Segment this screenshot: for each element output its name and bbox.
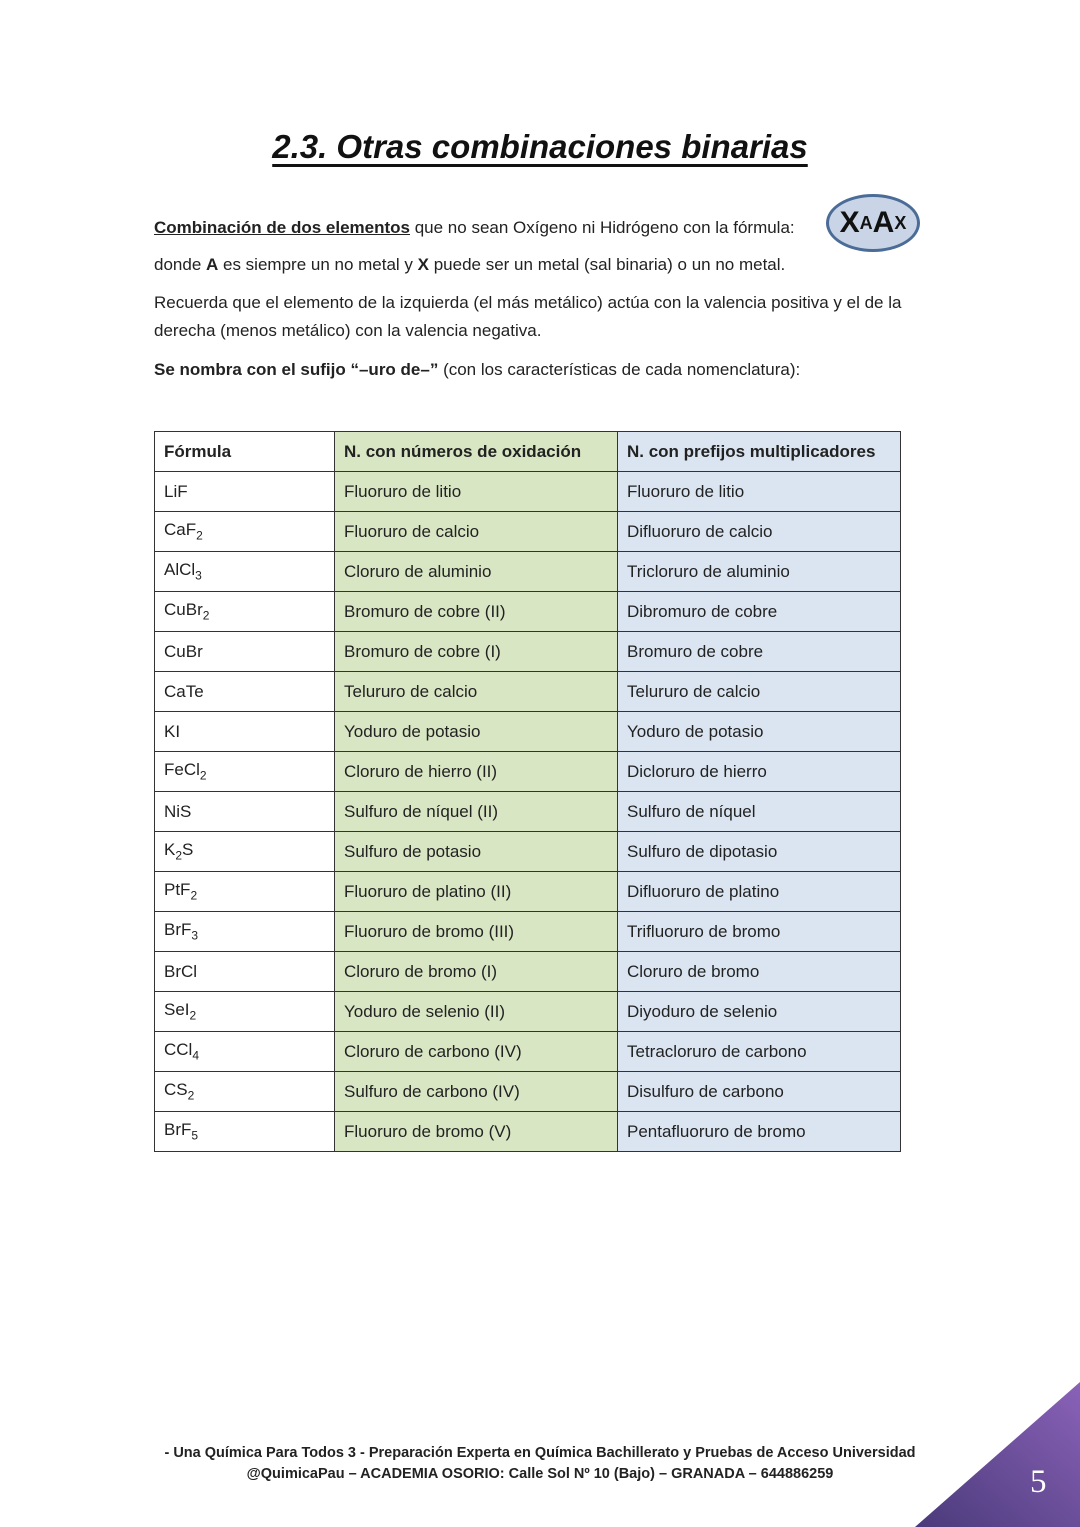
cell-formula <box>155 792 335 832</box>
cell-prefix-name: Bromuro de cobre <box>618 632 901 672</box>
formula-main: PtF <box>164 880 191 900</box>
cell-prefix-name: Cloruro de bromo <box>618 952 901 992</box>
cell-oxidation-name: Fluoruro de litio <box>335 472 618 512</box>
intro-line-1 <box>154 214 844 242</box>
cell-formula <box>155 1032 335 1072</box>
cell-oxidation-name: Cloruro de aluminio <box>335 552 618 592</box>
page-number: 5 <box>1030 1464 1047 1500</box>
cell-formula <box>155 992 335 1032</box>
formula-main: CCl <box>164 1040 193 1060</box>
header-prefix: N. con prefijos multiplicadores <box>618 432 901 472</box>
formula-main: AlCl <box>164 560 196 580</box>
header-oxidation: N. con números de oxidación <box>335 432 618 472</box>
intro-line-3: Recuerda que el elemento de la izquierda (el más metálico) actúa con la valencia positiva y el de la derecha (menos metálico) con la valencia negativa. <box>154 293 902 340</box>
table-row <box>155 512 901 552</box>
formula-tail: S <box>182 840 194 860</box>
formula-main: CuBr <box>164 641 203 661</box>
cell-oxidation-name: Telururo de calcio <box>335 672 618 712</box>
table-row <box>155 1032 901 1072</box>
table-row <box>155 472 901 512</box>
formula-main: SeI <box>164 1000 190 1020</box>
intro-line-4 <box>154 356 914 384</box>
intro-line2-X: X <box>417 255 429 274</box>
intro-line2-A: A <box>206 255 219 274</box>
page-title: 2.3. Otras combinaciones binarias <box>272 128 808 165</box>
header-formula: Fórmula <box>155 432 335 472</box>
intro-line2-c: puede ser un metal (sal binaria) o un no metal. <box>429 255 786 274</box>
cell-oxidation-name: Sulfuro de potasio <box>335 832 618 872</box>
cell-formula <box>155 472 335 512</box>
cell-formula <box>155 632 335 672</box>
formula-main: CuBr <box>164 600 203 620</box>
cell-prefix-name: Disulfuro de carbono <box>618 1072 901 1112</box>
table-row <box>155 752 901 792</box>
cell-prefix-name: Pentafluoruro de bromo <box>618 1112 901 1152</box>
cell-oxidation-name: Yoduro de potasio <box>335 712 618 752</box>
formula-subscript: 2 <box>199 768 207 783</box>
table-row <box>155 1072 901 1112</box>
cell-prefix-name: Fluoruro de litio <box>618 472 901 512</box>
intro-line2-b: es siempre un no metal y <box>218 255 418 274</box>
formula-main: BrF <box>164 920 192 940</box>
corner-decoration <box>915 1382 1080 1527</box>
cell-formula <box>155 1072 335 1112</box>
formula-badge <box>826 194 920 252</box>
formula-main: K <box>164 840 176 860</box>
table-row <box>155 672 901 712</box>
formula-a: A <box>872 206 895 239</box>
formula-main: KI <box>164 721 181 741</box>
footer-line-2: @QuimicaPau – ACADEMIA OSORIO: Calle Sol Nº 10 (Bajo) – GRANADA – 644886259 <box>246 1466 834 1482</box>
intro-lead-bold: Combinación de dos elementos <box>154 218 410 237</box>
cell-formula <box>155 552 335 592</box>
cell-prefix-name: Sulfuro de níquel <box>618 792 901 832</box>
table-row <box>155 592 901 632</box>
formula-sub-a: A <box>859 212 873 233</box>
formula-main: NiS <box>164 801 192 821</box>
formula-main: CaTe <box>164 681 204 701</box>
cell-formula <box>155 952 335 992</box>
cell-oxidation-name: Fluoruro de bromo (V) <box>335 1112 618 1152</box>
cell-oxidation-name: Fluoruro de platino (II) <box>335 872 618 912</box>
cell-prefix-name: Tricloruro de aluminio <box>618 552 901 592</box>
intro-lead-rest: que no sean Oxígeno ni Hidrógeno con la fórmula: <box>410 218 795 237</box>
cell-formula <box>155 712 335 752</box>
nomenclature-table <box>154 431 901 1152</box>
cell-formula <box>155 672 335 712</box>
formula-main: FeCl <box>164 760 200 780</box>
cell-oxidation-name: Cloruro de bromo (I) <box>335 952 618 992</box>
cell-formula <box>155 1112 335 1152</box>
cell-prefix-name: Difluoruro de calcio <box>618 512 901 552</box>
intro-line4-rest: (con los características de cada nomenclatura): <box>438 360 801 379</box>
cell-oxidation-name: Bromuro de cobre (I) <box>335 632 618 672</box>
cell-prefix-name: Telururo de calcio <box>618 672 901 712</box>
table-row <box>155 992 901 1032</box>
cell-formula <box>155 872 335 912</box>
cell-prefix-name: Dibromuro de cobre <box>618 592 901 632</box>
cell-oxidation-name: Yoduro de selenio (II) <box>335 992 618 1032</box>
table-row <box>155 872 901 912</box>
table-body <box>155 472 901 1152</box>
cell-prefix-name: Sulfuro de dipotasio <box>618 832 901 872</box>
table-row <box>155 552 901 592</box>
cell-formula <box>155 752 335 792</box>
table-row <box>155 952 901 992</box>
cell-prefix-name: Yoduro de potasio <box>618 712 901 752</box>
formula-subscript: 2 <box>190 888 198 903</box>
cell-oxidation-name: Fluoruro de bromo (III) <box>335 912 618 952</box>
intro-line2-a: donde <box>154 255 206 274</box>
formula-main: BrCl <box>164 961 198 981</box>
cell-oxidation-name: Sulfuro de carbono (IV) <box>335 1072 618 1112</box>
table-row <box>155 912 901 952</box>
formula-subscript: 2 <box>196 528 203 543</box>
formula-subscript: 4 <box>192 1048 200 1063</box>
formula-subscript: 5 <box>191 1128 199 1143</box>
table-row <box>155 832 901 872</box>
formula-subscript: 3 <box>195 568 202 583</box>
formula-sub-x: X <box>894 212 907 233</box>
cell-formula <box>155 512 335 552</box>
cell-oxidation-name: Sulfuro de níquel (II) <box>335 792 618 832</box>
cell-formula <box>155 912 335 952</box>
cell-prefix-name: Difluoruro de platino <box>618 872 901 912</box>
formula-main: LiF <box>164 481 188 501</box>
formula-subscript: 2 <box>189 1008 197 1023</box>
footer-line-1: - Una Química Para Todos 3 - Preparación Experta en Química Bachillerato y Pruebas de Acceso Universidad <box>164 1445 916 1461</box>
table-row <box>155 712 901 752</box>
intro-line-2 <box>154 251 914 279</box>
table-row <box>155 632 901 672</box>
cell-formula <box>155 592 335 632</box>
formula-subscript: 2 <box>187 1088 195 1103</box>
cell-oxidation-name: Cloruro de hierro (II) <box>335 752 618 792</box>
cell-oxidation-name: Bromuro de cobre (II) <box>335 592 618 632</box>
formula-main: CaF <box>164 520 197 540</box>
formula-main: CS <box>164 1080 188 1100</box>
cell-formula <box>155 832 335 872</box>
table-header-row <box>155 432 901 472</box>
cell-prefix-name: Trifluoruro de bromo <box>618 912 901 952</box>
cell-prefix-name: Tetracloruro de carbono <box>618 1032 901 1072</box>
cell-oxidation-name: Cloruro de carbono (IV) <box>335 1032 618 1072</box>
footer <box>140 1443 940 1485</box>
formula-subscript: 2 <box>202 608 210 623</box>
formula-main: BrF <box>164 1120 192 1140</box>
formula-subscript: 3 <box>191 928 199 943</box>
table-row <box>155 792 901 832</box>
cell-prefix-name: Dicloruro de hierro <box>618 752 901 792</box>
table-row <box>155 1112 901 1152</box>
cell-prefix-name: Diyoduro de selenio <box>618 992 901 1032</box>
intro-line4-bold: Se nombra con el sufijo “–uro de–” <box>154 360 439 379</box>
formula-x: X <box>839 206 860 239</box>
cell-oxidation-name: Fluoruro de calcio <box>335 512 618 552</box>
formula-subscript: 2 <box>175 848 183 863</box>
